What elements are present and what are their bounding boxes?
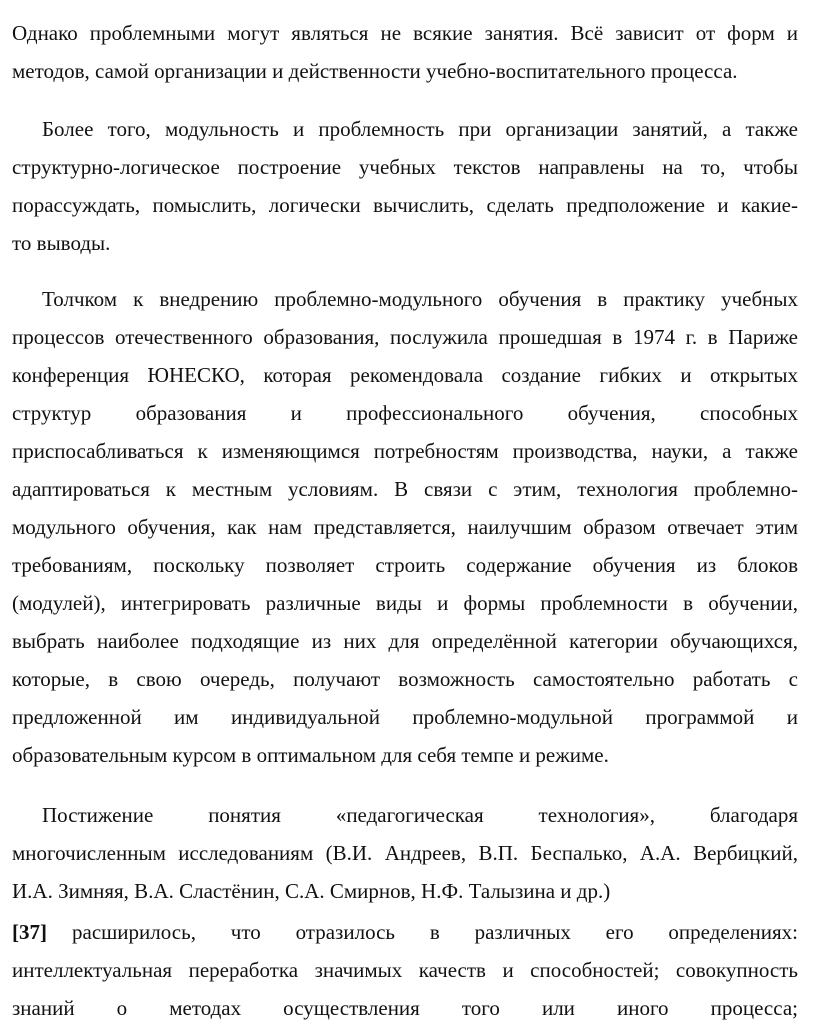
paragraph-line: которые, в свою очередь, получают возможность самостоятельно работать с	[12, 667, 798, 691]
paragraph-line: структурно-логическое построение учебных текстов направлены на то, чтобы	[12, 155, 798, 179]
paragraph-line: предложенной им индивидуальной проблемно-модульной программой и	[12, 705, 798, 729]
paragraph-line: конференция ЮНЕСКО, которая рекомендовала создание гибких и открытых	[12, 363, 798, 387]
paragraph-line: модульного обучения, как нам представляется, наилучшим образом отвечает этим	[12, 515, 798, 539]
paragraph-line: Постижение понятия «педагогическая технология», благодаря	[42, 803, 798, 827]
paragraph-line: знаний о методах осуществления того или иного процесса;	[12, 996, 798, 1020]
paragraph-line: интеллектуальная переработка значимых качеств и способностей; совокупность	[12, 958, 798, 982]
paragraph-line: И.А. Зимняя, В.А. Сластёнин, С.А. Смирнов, Н.Ф. Талызина и др.)	[12, 879, 611, 903]
paragraph-line: многочисленным исследованиям (В.И. Андреев, В.П. Беспалько, А.А. Вербицкий,	[12, 841, 798, 865]
paragraph-line	[12, 920, 798, 944]
paragraph-line-text: расширилось, что отразилось в различных его определениях:	[72, 920, 798, 944]
paragraph-line: приспосабливаться к изменяющимся потребностям производства, науки, а также	[12, 439, 798, 463]
paragraph-line: методов, самой организации и действенности учебно-воспитательного процесса.	[12, 59, 738, 83]
paragraph-line: процессов отечественного образования, послужила прошедшая в 1974 г. в Париже	[12, 325, 798, 349]
paragraph-line: (модулей), интегрировать различные виды и формы проблемности в обучении,	[12, 591, 798, 615]
paragraph-line: требованиям, поскольку позволяет строить содержание обучения из блоков	[12, 553, 798, 577]
paragraph-line: Более того, модульность и проблемность при организации занятий, а также	[42, 117, 798, 141]
paragraph-line: адаптироваться к местным условиям. В связи с этим, технология проблемно-	[12, 477, 798, 501]
paragraph-line: выбрать наиболее подходящие из них для определённой категории обучающихся,	[12, 629, 798, 653]
paragraph-line: структур образования и профессионального обучения, способных	[12, 401, 798, 425]
paragraph-line: порассуждать, помыслить, логически вычислить, сделать предположение и какие-	[12, 193, 798, 217]
paragraph-line: Однако проблемными могут являться не всякие занятия. Всё зависит от форм и	[12, 21, 798, 45]
paragraph-line: образовательным курсом в оптимальном для себя темпе и режиме.	[12, 743, 609, 767]
paragraph-line: то выводы.	[12, 231, 111, 255]
citation-reference: [37]	[12, 920, 47, 944]
paragraph-line: Толчком к внедрению проблемно-модульного обучения в практику учебных	[42, 287, 798, 311]
